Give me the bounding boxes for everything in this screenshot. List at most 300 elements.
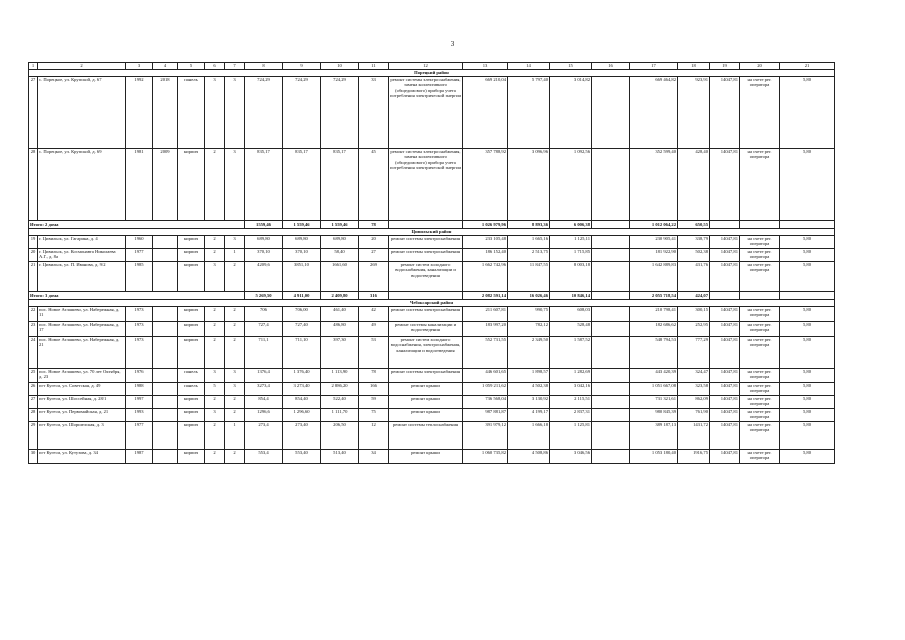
residents-cell: 42 [359, 307, 389, 322]
column-number-cell: 16 [592, 63, 630, 70]
total-area-cell: 1296,6 [245, 409, 283, 422]
cost-part-1-cell: 4 199,17 [508, 409, 550, 422]
cost-total-cell: 233 105,48 [463, 236, 508, 249]
wall-material-cell: кирпич [178, 307, 205, 322]
funding-source-cell: на счете рег. оператора [740, 422, 780, 450]
wall-material-cell: кирпич [178, 396, 205, 409]
empty-cell [389, 292, 463, 300]
year-renovated-cell [153, 262, 178, 292]
cost-part-3-cell [592, 249, 630, 262]
cost-part-1-cell: 3 096,96 [508, 149, 550, 221]
cost-part-3-cell [592, 409, 630, 422]
cost-part-2-cell: 528,48 [550, 322, 592, 337]
entrances-cell: 2 [225, 396, 245, 409]
address-cell: г. Цивильск, ул. Гагарина, д. 4 [38, 236, 126, 249]
private-area-cell: 835,17 [321, 149, 359, 221]
table-row [29, 409, 835, 422]
floors-cell: 2 [205, 249, 225, 262]
contribution-rate-cell: 5,80 [780, 77, 835, 149]
private-area-cell: 522,40 [321, 396, 359, 409]
column-number-cell: 6 [205, 63, 225, 70]
living-area-cell: 724,29 [283, 77, 321, 149]
empty-cell [710, 292, 740, 300]
floors-cell: 3 [205, 369, 225, 383]
total-area-cell: 727,4 [245, 322, 283, 337]
total-area-cell: 854,4 [245, 396, 283, 409]
total-area-cell: 689,80 [245, 236, 283, 249]
total-cost-fund-cell: 1 012 064,22 [630, 221, 678, 229]
unit-cost-cell: 324,47 [678, 369, 710, 383]
floors-cell: 2 [205, 337, 225, 369]
living-area-cell: 3851,10 [283, 262, 321, 292]
address-cell: пгт Кугеси, ул. Шоршелская, д. 3 [38, 422, 126, 450]
cost-part-2-cell: 3 014,82 [550, 77, 592, 149]
total-residents-cell: 78 [359, 221, 389, 229]
year-built-cell: 1973 [126, 337, 153, 369]
floors-cell: 3 [205, 409, 225, 422]
unit-cost-cell: 1431,72 [678, 422, 710, 450]
empty-cell [592, 221, 630, 229]
wall-material-cell: панель [178, 383, 205, 396]
max-unit-cost-cell: 14047,81 [710, 249, 740, 262]
year-built-cell: 1987 [126, 450, 153, 464]
cost-fund-cell: 669 464,82 [630, 77, 678, 149]
work-type-cell: ремонт крыши [389, 396, 463, 409]
year-renovated-cell [153, 369, 178, 383]
cost-part-3-cell [592, 307, 630, 322]
cost-part-2-cell: 1 125,81 [550, 422, 592, 450]
table-row [29, 322, 835, 337]
cost-fund-cell: 1 053 180,40 [630, 450, 678, 464]
contribution-rate-cell: 5,80 [780, 322, 835, 337]
residents-cell: 49 [359, 322, 389, 337]
cost-part-3-cell [592, 337, 630, 369]
funding-source-cell: на счете рег. оператора [740, 262, 780, 292]
living-area-cell: 1 376,40 [283, 369, 321, 383]
total-unit-cost-cell: 424,07 [678, 292, 710, 300]
empty-cell [389, 221, 463, 229]
cost-total-cell: 552 731,55 [463, 337, 508, 369]
total-living-area-cell: 1 559,46 [283, 221, 321, 229]
year-renovated-cell [153, 383, 178, 396]
total-residents-cell: 316 [359, 292, 389, 300]
year-renovated-cell [153, 307, 178, 322]
floors-cell: 2 [205, 396, 225, 409]
year-built-cell: 1973 [126, 307, 153, 322]
column-number-row [29, 63, 835, 70]
max-unit-cost-cell: 14047,81 [710, 322, 740, 337]
year-renovated-cell: 2009 [153, 149, 178, 221]
max-unit-cost-cell: 14047,81 [710, 149, 740, 221]
row-number-cell: 26 [29, 383, 38, 396]
empty-cell [740, 221, 780, 229]
total-area-cell: 370,10 [245, 249, 283, 262]
capital-repair-table [28, 62, 835, 464]
row-number-cell: 20 [29, 249, 38, 262]
cost-fund-cell: 230 905,41 [630, 236, 678, 249]
unit-cost-cell: 777,29 [678, 337, 710, 369]
column-number-cell: 11 [359, 63, 389, 70]
cost-part-2-cell: 608,03 [550, 307, 592, 322]
total-area-cell: 835,17 [245, 149, 283, 221]
district-row [29, 229, 835, 236]
district-name-cell: Цивильский район [29, 229, 835, 236]
cost-part-3-cell [592, 322, 630, 337]
total-cost-cell: 1 026 979,96 [463, 221, 508, 229]
column-number-cell: 15 [550, 63, 592, 70]
column-number-cell: 21 [780, 63, 835, 70]
wall-material-cell: кирпич [178, 422, 205, 450]
cost-fund-cell: 210 798,41 [630, 307, 678, 322]
contribution-rate-cell: 5,80 [780, 249, 835, 262]
empty-cell [710, 221, 740, 229]
wall-material-cell: кирпич [178, 236, 205, 249]
max-unit-cost-cell: 14047,81 [710, 383, 740, 396]
private-area-cell: 1661,60 [321, 262, 359, 292]
contribution-rate-cell: 5,80 [780, 383, 835, 396]
max-unit-cost-cell: 14047,81 [710, 369, 740, 383]
cost-total-cell: 987 881,87 [463, 409, 508, 422]
total-private-area-cell: 1 559,46 [321, 221, 359, 229]
address-cell: пос. Новое Атлашево, ул. 70 лет Октября, д. 23 [38, 369, 126, 383]
table-row [29, 422, 835, 450]
entrances-cell: 2 [225, 322, 245, 337]
private-area-cell: 461,40 [321, 307, 359, 322]
contribution-rate-cell: 5,80 [780, 409, 835, 422]
work-type-cell: ремонт системы электроснабжения [389, 236, 463, 249]
cost-part-2-cell: 1 715,85 [550, 249, 592, 262]
table-row [29, 369, 835, 383]
year-renovated-cell [153, 337, 178, 369]
living-area-cell: 727,40 [283, 322, 321, 337]
total-cost-fund-cell: 2 055 718,54 [630, 292, 678, 300]
entrances-cell: 3 [225, 236, 245, 249]
floors-cell: 3 [205, 262, 225, 292]
table-body [29, 63, 835, 464]
entrances-cell: 2 [225, 307, 245, 322]
table-row [29, 77, 835, 149]
total-area-cell: 1559,46 [245, 221, 283, 229]
funding-source-cell: на счете рег. оператора [740, 307, 780, 322]
district-row [29, 70, 835, 77]
residents-cell: 269 [359, 262, 389, 292]
funding-source-cell: на счете рег. оператора [740, 383, 780, 396]
floors-cell: 2 [205, 149, 225, 221]
column-number-cell: 14 [508, 63, 550, 70]
funding-source-cell: на счете рег. оператора [740, 236, 780, 249]
work-type-cell: ремонт системы электроснабжения, замена коллективного (общедомового) прибора учета потребления электрической энергии [389, 149, 463, 221]
cost-part-2-cell: 3 042,16 [550, 383, 592, 396]
cost-total-cell: 357 788,92 [463, 149, 508, 221]
cost-total-cell: 1 059 211,62 [463, 383, 508, 396]
living-area-cell: 273,40 [283, 422, 321, 450]
max-unit-cost-cell: 14047,81 [710, 337, 740, 369]
column-number-cell: 17 [630, 63, 678, 70]
cost-fund-cell: 182 686,62 [630, 322, 678, 337]
cost-part-2-cell: 1 587,52 [550, 337, 592, 369]
year-built-cell: 1977 [126, 249, 153, 262]
cost-fund-cell: 731 321,61 [630, 396, 678, 409]
entrances-cell: 2 [225, 262, 245, 292]
residents-cell: 53 [359, 337, 389, 369]
year-renovated-cell [153, 422, 178, 450]
private-area-cell: 1 113,90 [321, 369, 359, 383]
cost-part-3-cell [592, 422, 630, 450]
private-area-cell: 2 886,20 [321, 383, 359, 396]
row-number-cell: 28 [29, 409, 38, 422]
work-type-cell: ремонт систем холодного водоснабжения, канализации и водоотведения [389, 262, 463, 292]
entrances-cell: 2 [225, 409, 245, 422]
max-unit-cost-cell: 14047,81 [710, 77, 740, 149]
cost-part-2-cell: 1 092,56 [550, 149, 592, 221]
funding-source-cell: на счете рег. оператора [740, 450, 780, 464]
column-number-cell: 7 [225, 63, 245, 70]
table-row [29, 249, 835, 262]
row-number-cell: 19 [29, 236, 38, 249]
empty-cell [592, 292, 630, 300]
residents-cell: 12 [359, 422, 389, 450]
contribution-rate-cell: 5,80 [780, 236, 835, 249]
unit-cost-cell: 1916,75 [678, 450, 710, 464]
total-row [29, 221, 835, 229]
wall-material-cell: кирпич [178, 409, 205, 422]
funding-source-cell: на счете рег. оператора [740, 77, 780, 149]
cost-part-1-cell: 1 665,16 [508, 236, 550, 249]
work-type-cell: ремонт системы электроснабжения [389, 369, 463, 383]
column-number-cell: 19 [710, 63, 740, 70]
address-cell: пос. Новое Атлашево, ул. Набережная, д. 11 [38, 307, 126, 322]
living-area-cell: 370,10 [283, 249, 321, 262]
living-area-cell: 689,80 [283, 236, 321, 249]
total-area-cell: 711,1 [245, 337, 283, 369]
unit-cost-cell: 428,40 [678, 149, 710, 221]
wall-material-cell: кирпич [178, 337, 205, 369]
row-number-cell: 29 [29, 422, 38, 450]
row-number-cell: 25 [29, 369, 38, 383]
year-built-cell: 1977 [126, 422, 153, 450]
private-area-cell: 689,80 [321, 236, 359, 249]
table-row [29, 236, 835, 249]
contribution-rate-cell: 5,80 [780, 307, 835, 322]
cost-part-2-cell: 8 003,18 [550, 262, 592, 292]
total-area-cell: 724,29 [245, 77, 283, 149]
cost-total-cell: 736 568,04 [463, 396, 508, 409]
residents-cell: 75 [359, 409, 389, 422]
column-number-cell: 12 [389, 63, 463, 70]
year-built-cell: 1960 [126, 236, 153, 249]
cost-part-2-cell: 3 046,56 [550, 450, 592, 464]
cost-part-1-cell: 4 508,86 [508, 450, 550, 464]
wall-material-cell: кирпич [178, 322, 205, 337]
floors-cell: 2 [205, 236, 225, 249]
total-area-cell: 553,4 [245, 450, 283, 464]
cost-part-2-cell: 2 837,31 [550, 409, 592, 422]
cost-part-3-cell [592, 369, 630, 383]
column-number-cell: 13 [463, 63, 508, 70]
living-area-cell: 711,10 [283, 337, 321, 369]
cost-total-cell: 1 662 742,96 [463, 262, 508, 292]
max-unit-cost-cell: 14047,81 [710, 409, 740, 422]
row-number-cell: 22 [29, 307, 38, 322]
total-area-cell: 1376,4 [245, 369, 283, 383]
total-area-cell: 706 [245, 307, 283, 322]
column-number-cell: 9 [283, 63, 321, 70]
year-renovated-cell [153, 236, 178, 249]
cost-part-2-cell: 1 125,11 [550, 236, 592, 249]
cost-part-3-cell [592, 450, 630, 464]
cost-part-3-cell [592, 236, 630, 249]
private-area-cell: 486,80 [321, 322, 359, 337]
entrances-cell: 3 [225, 149, 245, 221]
table-row [29, 383, 835, 396]
work-type-cell: ремонт системы электроснабжения, замена коллективного (общедомового) прибора учета потребления электрической энергии [389, 77, 463, 149]
cost-part-3-cell [592, 383, 630, 396]
floors-cell: 2 [205, 307, 225, 322]
total-row [29, 292, 835, 300]
max-unit-cost-cell: 14047,81 [710, 422, 740, 450]
address-cell: пгт Кугеси, ул. Шоссейная, д. 28/1 [38, 396, 126, 409]
unit-cost-cell: 502,38 [678, 249, 710, 262]
residents-cell: 78 [359, 369, 389, 383]
cost-part-2-cell: 2 115,51 [550, 396, 592, 409]
wall-material-cell: кирпич [178, 262, 205, 292]
table-row [29, 396, 835, 409]
empty-cell [740, 292, 780, 300]
living-area-cell: 1 296,60 [283, 409, 321, 422]
address-cell: пос. Новое Атлашево, ул. Набережная, д. 17 [38, 322, 126, 337]
page-number: 3 [450, 40, 455, 48]
address-cell: с. Порецкое, ул. Крупской, д. 69 [38, 149, 126, 221]
max-unit-cost-cell: 14047,81 [710, 236, 740, 249]
residents-cell: 45 [359, 149, 389, 221]
column-number-cell: 10 [321, 63, 359, 70]
contribution-rate-cell: 5,80 [780, 450, 835, 464]
work-type-cell: ремонт системы канализации и водоотведения [389, 322, 463, 337]
cost-part-2-cell: 1 282,69 [550, 369, 592, 383]
cost-fund-cell: 352 599,40 [630, 149, 678, 221]
cost-fund-cell: 980 845,39 [630, 409, 678, 422]
entrances-cell: 3 [225, 383, 245, 396]
work-type-cell: ремонт систем холодного водоснабжения, электроснабжения, канализации и водоотведения [389, 337, 463, 369]
residents-cell: 34 [359, 450, 389, 464]
private-area-cell: 513,40 [321, 450, 359, 464]
unit-cost-cell: 252,95 [678, 322, 710, 337]
address-cell: пос. Новое Атлашево, ул. Набережная, д. 21 [38, 337, 126, 369]
wall-material-cell: кирпич [178, 450, 205, 464]
row-number-cell: 27 [29, 77, 38, 149]
work-type-cell: ремонт крыши [389, 383, 463, 396]
floors-cell: 2 [205, 422, 225, 450]
address-cell: пгт Кугеси, ул. Советская, д. 49 [38, 383, 126, 396]
total-cost-part-1-cell: 8 893,36 [508, 221, 550, 229]
max-unit-cost-cell: 14047,81 [710, 307, 740, 322]
total-area-cell: 4209,6 [245, 262, 283, 292]
column-number-cell: 3 [126, 63, 153, 70]
floors-cell: 3 [205, 77, 225, 149]
cost-part-1-cell: 2 513,75 [508, 249, 550, 262]
residents-cell: 20 [359, 236, 389, 249]
total-area-cell: 3273,4 [245, 383, 283, 396]
contribution-rate-cell: 5,80 [780, 369, 835, 383]
wall-material-cell: панель [178, 369, 205, 383]
cost-fund-cell: 1 642 889,83 [630, 262, 678, 292]
cost-part-3-cell [592, 262, 630, 292]
year-renovated-cell: 2018 [153, 77, 178, 149]
max-unit-cost-cell: 14047,81 [710, 450, 740, 464]
entrances-cell: 1 [225, 422, 245, 450]
column-number-cell: 20 [740, 63, 780, 70]
funding-source-cell: на счете рег. оператора [740, 249, 780, 262]
unit-cost-cell: 300,15 [678, 307, 710, 322]
row-number-cell: 21 [29, 262, 38, 292]
address-cell: с. Порецкое, ул. Крупской, д. 67 [38, 77, 126, 149]
private-area-cell: 206,50 [321, 422, 359, 450]
address-cell: пгт Кугеси, ул. Кутузова, д. 34 [38, 450, 126, 464]
total-living-area-cell: 4 911,00 [283, 292, 321, 300]
year-built-cell: 1997 [126, 396, 153, 409]
living-area-cell: 835,17 [283, 149, 321, 221]
year-renovated-cell [153, 249, 178, 262]
unit-cost-cell: 761,90 [678, 409, 710, 422]
table-row [29, 450, 835, 464]
row-number-cell: 27 [29, 396, 38, 409]
private-area-cell: 1 111,70 [321, 409, 359, 422]
max-unit-cost-cell: 14047,81 [710, 396, 740, 409]
cost-fund-cell: 443 420,39 [630, 369, 678, 383]
total-cost-part-2-cell: 10 846,14 [550, 292, 592, 300]
total-unit-cost-cell: 650,55 [678, 221, 710, 229]
column-number-cell: 18 [678, 63, 710, 70]
cost-part-1-cell: 5 797,40 [508, 77, 550, 149]
wall-material-cell: кирпич [178, 249, 205, 262]
entrances-cell: 2 [225, 450, 245, 464]
cost-fund-cell: 1 051 667,08 [630, 383, 678, 396]
funding-source-cell: на счете рег. оператора [740, 149, 780, 221]
table-row [29, 307, 835, 322]
total-private-area-cell: 2 409,80 [321, 292, 359, 300]
unit-cost-cell: 923,91 [678, 77, 710, 149]
cost-part-1-cell: 990,75 [508, 307, 550, 322]
district-name-cell: Порецкий район [29, 70, 835, 77]
funding-source-cell: на счете рег. оператора [740, 369, 780, 383]
cost-part-1-cell: 4 502,38 [508, 383, 550, 396]
entrances-cell: 3 [225, 77, 245, 149]
total-cost-part-2-cell: 6 006,38 [550, 221, 592, 229]
work-type-cell: ремонт системы электроснабжения [389, 307, 463, 322]
contribution-rate-cell: 5,80 [780, 337, 835, 369]
residents-cell: 59 [359, 396, 389, 409]
cost-part-1-cell: 11 847,55 [508, 262, 550, 292]
total-label-cell: Итого: 3 дома [29, 292, 245, 300]
wall-material-cell: панель [178, 77, 205, 149]
row-number-cell: 23 [29, 322, 38, 337]
cost-fund-cell: 548 794,53 [630, 337, 678, 369]
table-row [29, 149, 835, 221]
table-row [29, 337, 835, 369]
unit-cost-cell: 338,79 [678, 236, 710, 249]
cost-part-3-cell [592, 149, 630, 221]
living-area-cell: 854,40 [283, 396, 321, 409]
address-cell: г. Цивильск, ул. П. Иванова, д. 9/2 [38, 262, 126, 292]
empty-cell [780, 221, 835, 229]
contribution-rate-cell: 5,80 [780, 396, 835, 409]
year-built-cell: 1992 [126, 77, 153, 149]
year-built-cell: 1993 [126, 409, 153, 422]
residents-cell: 27 [359, 249, 389, 262]
column-number-cell: 5 [178, 63, 205, 70]
funding-source-cell: на счете рег. оператора [740, 396, 780, 409]
contribution-rate-cell: 5,80 [780, 262, 835, 292]
